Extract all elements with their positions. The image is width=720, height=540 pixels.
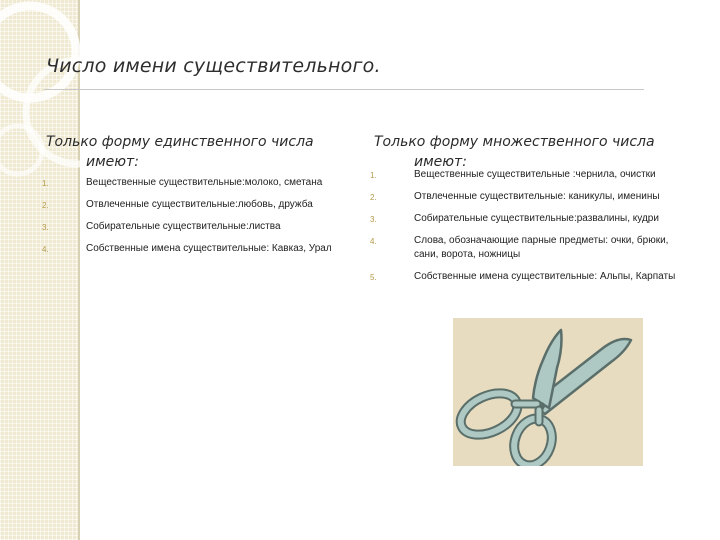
- slide-title: Число имени существительного.: [46, 55, 381, 77]
- list-item: [42, 242, 362, 256]
- right-heading-line1: Только форму множественного числа: [374, 134, 655, 150]
- list-item: [370, 190, 688, 204]
- list-item: [42, 198, 362, 212]
- list-text: Отвлеченные существительные:любовь, дружба: [86, 199, 313, 210]
- list-text: Собирательные существительные:развалины, кудри: [414, 213, 659, 224]
- right-column-heading: [374, 132, 694, 172]
- list-text: Вещественные существительные:молоко, сметана: [86, 177, 323, 188]
- right-list: [370, 168, 688, 284]
- list-text: Отвлеченные существительные: каникулы, именины: [414, 191, 660, 202]
- right-heading-line2: имеют:: [414, 154, 467, 170]
- left-heading-line2: имеют:: [86, 154, 139, 170]
- left-column-heading: [46, 132, 366, 172]
- list-number: 1.: [370, 171, 377, 180]
- list-item: [370, 212, 688, 226]
- list-item: [370, 234, 688, 262]
- title-divider: [44, 89, 644, 90]
- list-text: Собственные имена существительные: Альпы, Карпаты: [414, 271, 676, 282]
- list-item: [42, 176, 362, 190]
- list-number: 2.: [42, 201, 49, 210]
- list-text: Вещественные существительные :чернила, очистки: [414, 169, 656, 180]
- list-number: 5.: [370, 273, 377, 282]
- list-number: 4.: [370, 237, 377, 246]
- list-number: 3.: [370, 215, 377, 224]
- list-number: 3.: [42, 223, 49, 232]
- left-heading-line1: Только форму единственного числа: [46, 134, 314, 150]
- list-number: 2.: [370, 193, 377, 202]
- list-item: [42, 220, 362, 234]
- list-number: 4.: [42, 245, 49, 254]
- list-item: [370, 270, 688, 284]
- left-list: [42, 176, 362, 256]
- list-text: Собирательные существительные:листва: [86, 221, 281, 232]
- list-item: [370, 168, 688, 182]
- scissors-illustration-icon: [453, 318, 643, 466]
- list-text: Собственные имена существительные: Кавказ, Урал: [86, 243, 332, 254]
- list-text: Слова, обозначающие парные предметы: очки, брюки, сани, ворота, ножницы: [414, 235, 669, 260]
- list-number: 1.: [42, 179, 49, 188]
